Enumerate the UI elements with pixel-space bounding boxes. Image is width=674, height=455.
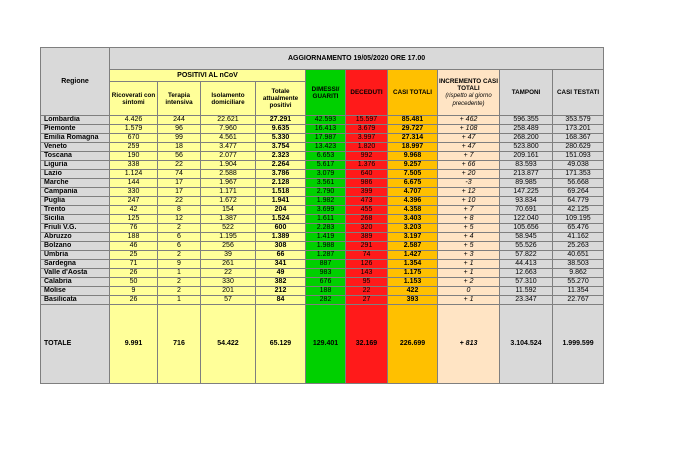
- cell-isolamento: 1.195: [201, 233, 256, 242]
- cell-totale: 66: [256, 251, 306, 260]
- cell-region: Molise: [41, 287, 110, 296]
- cell-totale: 341: [256, 260, 306, 269]
- cell-totale: 212: [256, 287, 306, 296]
- cell-testati: 38.503: [553, 260, 604, 269]
- table-row: [41, 224, 604, 233]
- header-incremento-note: (rispetto al giorno precedente): [445, 93, 492, 107]
- cell-region: Marche: [41, 179, 110, 188]
- cell-dimessi: 1.982: [306, 197, 346, 206]
- cell-testati: 41.162: [553, 233, 604, 242]
- cell-ricoverati: 9.991: [110, 305, 158, 384]
- cell-dimessi: 17.987: [306, 134, 346, 143]
- cell-deceduti: 268: [346, 215, 388, 224]
- cell-deceduti: 320: [346, 224, 388, 233]
- cell-totale: 1.524: [256, 215, 306, 224]
- cell-isolamento: 330: [201, 278, 256, 287]
- cell-region: Valle d'Aosta: [41, 269, 110, 278]
- cell-deceduti: 992: [346, 152, 388, 161]
- table-row: [41, 233, 604, 242]
- cell-testati: 42.125: [553, 206, 604, 215]
- cell-casi: 393: [388, 296, 438, 305]
- cell-deceduti: 455: [346, 206, 388, 215]
- cell-tamponi: 258.489: [500, 125, 553, 134]
- cell-dimessi: 3.079: [306, 170, 346, 179]
- total-row: [41, 305, 604, 384]
- cell-dimessi: 3.699: [306, 206, 346, 215]
- cell-dimessi: 188: [306, 287, 346, 296]
- cell-region: Sicilia: [41, 215, 110, 224]
- cell-terapia: 18: [158, 143, 201, 152]
- cell-totale: 2.323: [256, 152, 306, 161]
- cell-ricoverati: 670: [110, 134, 158, 143]
- table-row: [41, 152, 604, 161]
- cell-region: Liguria: [41, 161, 110, 170]
- cell-deceduti: 1.376: [346, 161, 388, 170]
- cell-deceduti: 15.597: [346, 116, 388, 125]
- cell-terapia: 17: [158, 179, 201, 188]
- cell-region: Lazio: [41, 170, 110, 179]
- cell-ricoverati: 26: [110, 269, 158, 278]
- cell-deceduti: 640: [346, 170, 388, 179]
- cell-terapia: 22: [158, 197, 201, 206]
- cell-tamponi: 58.945: [500, 233, 553, 242]
- cell-casi: 4.707: [388, 188, 438, 197]
- cell-terapia: 716: [158, 305, 201, 384]
- cell-ricoverati: 25: [110, 251, 158, 260]
- cell-dimessi: 1.287: [306, 251, 346, 260]
- cell-incremento: 0: [438, 287, 500, 296]
- cell-terapia: 2: [158, 278, 201, 287]
- cell-dimessi: 13.423: [306, 143, 346, 152]
- cell-incremento: + 12: [438, 188, 500, 197]
- cell-ricoverati: 1.579: [110, 125, 158, 134]
- cell-casi: 1.354: [388, 260, 438, 269]
- cell-totale: 27.291: [256, 116, 306, 125]
- cell-isolamento: 256: [201, 242, 256, 251]
- cell-ricoverati: 71: [110, 260, 158, 269]
- table-row: [41, 242, 604, 251]
- cell-terapia: 12: [158, 215, 201, 224]
- cell-casi: 4.358: [388, 206, 438, 215]
- cell-testati: 173.201: [553, 125, 604, 134]
- cell-isolamento: 1.967: [201, 179, 256, 188]
- cell-casi: 29.727: [388, 125, 438, 134]
- cell-dimessi: 282: [306, 296, 346, 305]
- cell-incremento: + 1: [438, 296, 500, 305]
- cell-tamponi: 596.355: [500, 116, 553, 125]
- table-row: [41, 206, 604, 215]
- cell-region: Trento: [41, 206, 110, 215]
- header-deceduti: DECEDUTI: [346, 70, 388, 116]
- cell-totale: 204: [256, 206, 306, 215]
- cell-testati: 65.476: [553, 224, 604, 233]
- cell-incremento: + 813: [438, 305, 500, 384]
- cell-incremento: + 108: [438, 125, 500, 134]
- cell-dimessi: 6.653: [306, 152, 346, 161]
- header-ricoverati: Ricoverati con sintomi: [110, 82, 158, 116]
- cell-incremento: + 47: [438, 134, 500, 143]
- cell-casi: 3.403: [388, 215, 438, 224]
- cell-ricoverati: 144: [110, 179, 158, 188]
- cell-terapia: 2: [158, 224, 201, 233]
- cell-ricoverati: 76: [110, 224, 158, 233]
- cell-terapia: 9: [158, 260, 201, 269]
- cell-testati: 353.579: [553, 116, 604, 125]
- cell-totale: 1.389: [256, 233, 306, 242]
- cell-deceduti: 27: [346, 296, 388, 305]
- cell-region: Lombardia: [41, 116, 110, 125]
- cell-totale: 9.635: [256, 125, 306, 134]
- cell-terapia: 74: [158, 170, 201, 179]
- cell-incremento: + 10: [438, 197, 500, 206]
- cell-casi: 1.427: [388, 251, 438, 260]
- cell-casi: 4.396: [388, 197, 438, 206]
- cell-dimessi: 1.988: [306, 242, 346, 251]
- cell-terapia: 96: [158, 125, 201, 134]
- cell-tamponi: 12.663: [500, 269, 553, 278]
- cell-testati: 40.651: [553, 251, 604, 260]
- cell-tamponi: 268.200: [500, 134, 553, 143]
- cell-incremento: + 2: [438, 278, 500, 287]
- cell-dimessi: 5.617: [306, 161, 346, 170]
- cell-deceduti: 399: [346, 188, 388, 197]
- cell-casi: 9.968: [388, 152, 438, 161]
- cell-region: Abruzzo: [41, 233, 110, 242]
- cell-terapia: 1: [158, 269, 201, 278]
- cell-tamponi: 57.822: [500, 251, 553, 260]
- cell-deceduti: 3.679: [346, 125, 388, 134]
- cell-casi: 9.257: [388, 161, 438, 170]
- cell-totale: 1.518: [256, 188, 306, 197]
- table-row: [41, 188, 604, 197]
- cell-isolamento: 261: [201, 260, 256, 269]
- cell-ricoverati: 125: [110, 215, 158, 224]
- table-row: [41, 278, 604, 287]
- cell-ricoverati: 190: [110, 152, 158, 161]
- cell-incremento: + 5: [438, 242, 500, 251]
- cell-testati: 49.038: [553, 161, 604, 170]
- cell-tamponi: 11.592: [500, 287, 553, 296]
- cell-isolamento: 201: [201, 287, 256, 296]
- cell-deceduti: 22: [346, 287, 388, 296]
- cell-isolamento: 2.077: [201, 152, 256, 161]
- cell-isolamento: 1.672: [201, 197, 256, 206]
- cell-deceduti: 32.169: [346, 305, 388, 384]
- cell-deceduti: 95: [346, 278, 388, 287]
- cell-ricoverati: 338: [110, 161, 158, 170]
- cell-region: Piemonte: [41, 125, 110, 134]
- cell-dimessi: 2.790: [306, 188, 346, 197]
- cell-casi: 7.505: [388, 170, 438, 179]
- cell-tamponi: 213.877: [500, 170, 553, 179]
- table-body: [41, 116, 604, 384]
- table-row: [41, 179, 604, 188]
- cell-testati: 280.629: [553, 143, 604, 152]
- cell-tamponi: 523.800: [500, 143, 553, 152]
- table-row: [41, 296, 604, 305]
- update-title: AGGIORNAMENTO 19/05/2020 ORE 17.00: [110, 48, 604, 70]
- cell-deceduti: 389: [346, 233, 388, 242]
- cell-dimessi: 887: [306, 260, 346, 269]
- cell-deceduti: 126: [346, 260, 388, 269]
- cell-casi: 422: [388, 287, 438, 296]
- header-region: Regione: [41, 48, 110, 116]
- cell-deceduti: 143: [346, 269, 388, 278]
- cell-terapia: 2: [158, 251, 201, 260]
- cell-ricoverati: 46: [110, 242, 158, 251]
- cell-isolamento: 57: [201, 296, 256, 305]
- cell-ricoverati: 1.124: [110, 170, 158, 179]
- cell-testati: 11.354: [553, 287, 604, 296]
- cell-totale: 2.128: [256, 179, 306, 188]
- cell-isolamento: 2.588: [201, 170, 256, 179]
- header-casi-totali: CASI TOTALI: [388, 70, 438, 116]
- cell-dimessi: 16.413: [306, 125, 346, 134]
- cell-ricoverati: 259: [110, 143, 158, 152]
- cell-dimessi: 1.611: [306, 215, 346, 224]
- cell-tamponi: 209.161: [500, 152, 553, 161]
- cell-tamponi: 44.413: [500, 260, 553, 269]
- cell-incremento: + 66: [438, 161, 500, 170]
- table-row: [41, 116, 604, 125]
- cell-totale: 308: [256, 242, 306, 251]
- cell-incremento: + 462: [438, 116, 500, 125]
- cell-isolamento: 1.904: [201, 161, 256, 170]
- cell-region: Sardegna: [41, 260, 110, 269]
- cell-casi: 1.175: [388, 269, 438, 278]
- covid-report-table-wrapper: [40, 47, 603, 384]
- cell-isolamento: 54.422: [201, 305, 256, 384]
- cell-tamponi: 55.526: [500, 242, 553, 251]
- header-incremento-label: INCREMENTO CASI TOTALI: [438, 78, 498, 92]
- cell-deceduti: 291: [346, 242, 388, 251]
- cell-totale: 65.129: [256, 305, 306, 384]
- header-tamponi: TAMPONI: [500, 70, 553, 116]
- cell-testati: 69.264: [553, 188, 604, 197]
- cell-totale: 84: [256, 296, 306, 305]
- cell-testati: 171.353: [553, 170, 604, 179]
- cell-tamponi: 23.347: [500, 296, 553, 305]
- header-isolamento: Isolamento domiciliare: [201, 82, 256, 116]
- cell-isolamento: 39: [201, 251, 256, 260]
- cell-region: Puglia: [41, 197, 110, 206]
- table-row: [41, 269, 604, 278]
- cell-testati: 1.999.599: [553, 305, 604, 384]
- cell-tamponi: 70.691: [500, 206, 553, 215]
- cell-region: Emilia Romagna: [41, 134, 110, 143]
- cell-testati: 168.367: [553, 134, 604, 143]
- cell-casi: 2.587: [388, 242, 438, 251]
- cell-tamponi: 3.104.524: [500, 305, 553, 384]
- table-row: [41, 197, 604, 206]
- cell-terapia: 56: [158, 152, 201, 161]
- cell-deceduti: 1.820: [346, 143, 388, 152]
- table-row: [41, 143, 604, 152]
- table-row: [41, 125, 604, 134]
- header-positivi-group: POSITIVI AL nCoV: [110, 70, 306, 82]
- cell-testati: 25.263: [553, 242, 604, 251]
- cell-ricoverati: 42: [110, 206, 158, 215]
- cell-region: Basilicata: [41, 296, 110, 305]
- cell-incremento: + 1: [438, 260, 500, 269]
- covid-report-table: [40, 47, 604, 384]
- cell-isolamento: 7.960: [201, 125, 256, 134]
- table-row: [41, 170, 604, 179]
- cell-terapia: 22: [158, 161, 201, 170]
- cell-totale: 382: [256, 278, 306, 287]
- cell-terapia: 6: [158, 233, 201, 242]
- cell-incremento: + 5: [438, 224, 500, 233]
- cell-incremento: -3: [438, 179, 500, 188]
- cell-region: Toscana: [41, 152, 110, 161]
- cell-isolamento: 22.621: [201, 116, 256, 125]
- cell-casi: 3.203: [388, 224, 438, 233]
- header-casi-testati: CASI TESTATI: [553, 70, 604, 116]
- cell-deceduti: 473: [346, 197, 388, 206]
- cell-ricoverati: 9: [110, 287, 158, 296]
- header-dimessi: DIMESSI/ GUARITI: [306, 70, 346, 116]
- table-row: [41, 161, 604, 170]
- cell-tamponi: 57.310: [500, 278, 553, 287]
- cell-tamponi: 93.834: [500, 197, 553, 206]
- cell-deceduti: 74: [346, 251, 388, 260]
- cell-terapia: 244: [158, 116, 201, 125]
- cell-terapia: 6: [158, 242, 201, 251]
- cell-isolamento: 522: [201, 224, 256, 233]
- cell-deceduti: 986: [346, 179, 388, 188]
- cell-ricoverati: 26: [110, 296, 158, 305]
- cell-isolamento: 22: [201, 269, 256, 278]
- cell-incremento: + 47: [438, 143, 500, 152]
- cell-incremento: + 7: [438, 206, 500, 215]
- cell-testati: 22.767: [553, 296, 604, 305]
- cell-ricoverati: 247: [110, 197, 158, 206]
- table-row: [41, 251, 604, 260]
- header-terapia: Terapia intensiva: [158, 82, 201, 116]
- cell-region: Calabria: [41, 278, 110, 287]
- cell-totale: 49: [256, 269, 306, 278]
- cell-totale: 3.786: [256, 170, 306, 179]
- cell-casi: 3.197: [388, 233, 438, 242]
- cell-incremento: + 3: [438, 251, 500, 260]
- cell-deceduti: 3.997: [346, 134, 388, 143]
- cell-region: Bolzano: [41, 242, 110, 251]
- cell-casi: 1.153: [388, 278, 438, 287]
- cell-isolamento: 1.171: [201, 188, 256, 197]
- cell-dimessi: 676: [306, 278, 346, 287]
- cell-dimessi: 3.561: [306, 179, 346, 188]
- cell-ricoverati: 4.426: [110, 116, 158, 125]
- cell-totale: 3.754: [256, 143, 306, 152]
- table-row: [41, 287, 604, 296]
- table-row: [41, 260, 604, 269]
- cell-terapia: 8: [158, 206, 201, 215]
- cell-incremento: + 1: [438, 269, 500, 278]
- cell-testati: 64.779: [553, 197, 604, 206]
- cell-testati: 151.093: [553, 152, 604, 161]
- cell-casi: 226.699: [388, 305, 438, 384]
- cell-totale: 1.941: [256, 197, 306, 206]
- cell-region: Friuli V.G.: [41, 224, 110, 233]
- cell-terapia: 99: [158, 134, 201, 143]
- cell-region: Umbria: [41, 251, 110, 260]
- cell-dimessi: 983: [306, 269, 346, 278]
- cell-incremento: + 7: [438, 152, 500, 161]
- header-incremento: [438, 70, 500, 116]
- cell-testati: 109.195: [553, 215, 604, 224]
- cell-dimessi: 2.283: [306, 224, 346, 233]
- cell-region: Veneto: [41, 143, 110, 152]
- header-totale-positivi: Totale attualmente positivi: [256, 82, 306, 116]
- cell-tamponi: 89.985: [500, 179, 553, 188]
- cell-tamponi: 122.040: [500, 215, 553, 224]
- cell-tamponi: 83.593: [500, 161, 553, 170]
- cell-testati: 55.270: [553, 278, 604, 287]
- cell-isolamento: 1.387: [201, 215, 256, 224]
- cell-casi: 18.997: [388, 143, 438, 152]
- cell-totale: 600: [256, 224, 306, 233]
- cell-region: Campania: [41, 188, 110, 197]
- cell-testati: 9.862: [553, 269, 604, 278]
- cell-ricoverati: 188: [110, 233, 158, 242]
- cell-isolamento: 3.477: [201, 143, 256, 152]
- cell-casi: 85.481: [388, 116, 438, 125]
- cell-isolamento: 154: [201, 206, 256, 215]
- cell-region: TOTALE: [41, 305, 110, 384]
- cell-terapia: 1: [158, 296, 201, 305]
- cell-casi: 6.675: [388, 179, 438, 188]
- cell-tamponi: 147.225: [500, 188, 553, 197]
- cell-ricoverati: 50: [110, 278, 158, 287]
- cell-totale: 5.330: [256, 134, 306, 143]
- cell-testati: 56.668: [553, 179, 604, 188]
- cell-incremento: + 20: [438, 170, 500, 179]
- cell-casi: 27.314: [388, 134, 438, 143]
- table-row: [41, 134, 604, 143]
- cell-tamponi: 105.656: [500, 224, 553, 233]
- cell-terapia: 2: [158, 287, 201, 296]
- cell-isolamento: 4.561: [201, 134, 256, 143]
- table-row: [41, 215, 604, 224]
- cell-totale: 2.264: [256, 161, 306, 170]
- cell-incremento: + 4: [438, 233, 500, 242]
- cell-dimessi: 129.401: [306, 305, 346, 384]
- cell-incremento: + 8: [438, 215, 500, 224]
- cell-dimessi: 42.593: [306, 116, 346, 125]
- cell-terapia: 17: [158, 188, 201, 197]
- cell-ricoverati: 330: [110, 188, 158, 197]
- cell-dimessi: 1.419: [306, 233, 346, 242]
